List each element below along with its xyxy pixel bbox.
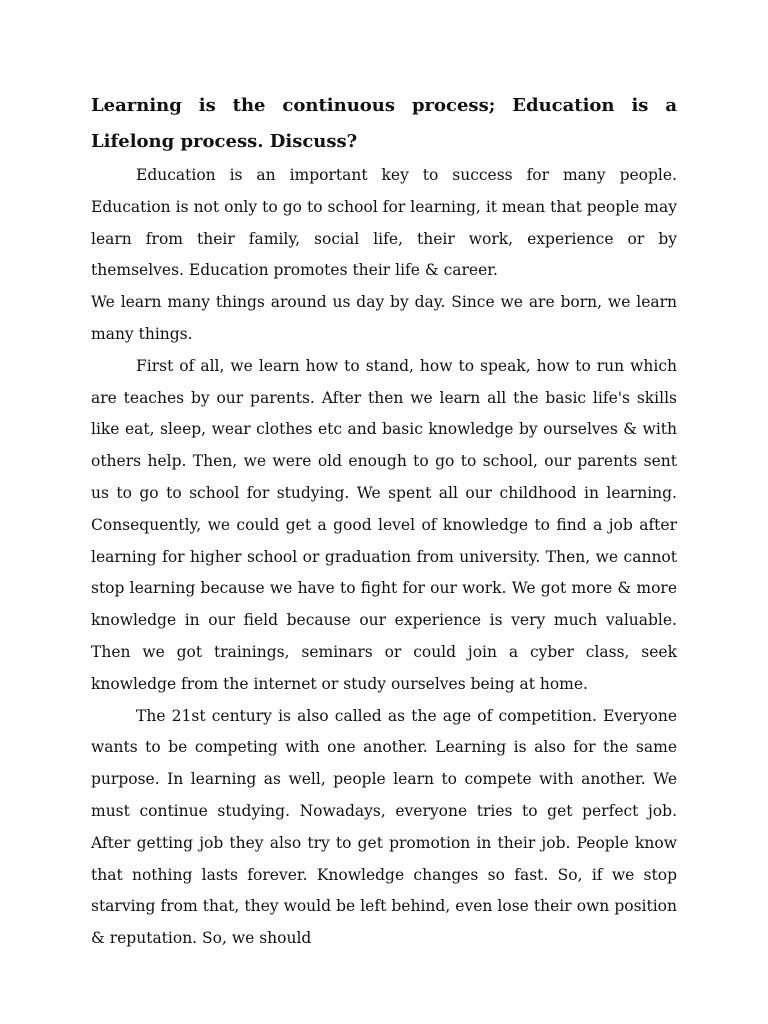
- document-body: [91, 88, 677, 955]
- paragraph-learn-daily: We learn many things around us day by day. Since we are born, we learn many things.: [91, 293, 677, 343]
- document-title: Learning is the continuous process; Education is a Lifelong process. Discuss?: [91, 95, 677, 152]
- paragraph-first-of-all: First of all, we learn how to stand, how to speak, how to run which are teaches by our parents. After then we learn all the basic life's skills like eat, sleep, wear clothes etc and basic knowledge by ourselves & with others help. Then, we were old enough to go to school, our parents sent us to go to school for studying. We spent all our childhood in learning. Consequently, we could get a good level of knowledge to find a job after learning for higher school or graduation from university. Then, we cannot stop learning because we have to fight for our work. We got more & more knowledge in our field because our experience is very much valuable. Then we got trainings, seminars or could join a cyber class, seek knowledge from the internet or study ourselves being at home.: [91, 356, 677, 693]
- paragraph-21st-century: The 21st century is also called as the age of competition. Everyone wants to be competing with one another. Learning is also for the same purpose. In learning as well, people learn to compete with another. We must continue studying. Nowadays, everyone tries to get perfect job. After getting job they also try to get promotion in their job. People know that nothing lasts forever. Knowledge changes so fast. So, if we stop starving from that, they would be left behind, even lose their own position & reputation. So, we should: [91, 706, 677, 948]
- paragraph-intro: Education is an important key to success for many people. Education is not only to go to school for learning, it mean that people may learn from their family, social life, their work, experience or by themselves. Education promotes their life & career.: [91, 166, 677, 280]
